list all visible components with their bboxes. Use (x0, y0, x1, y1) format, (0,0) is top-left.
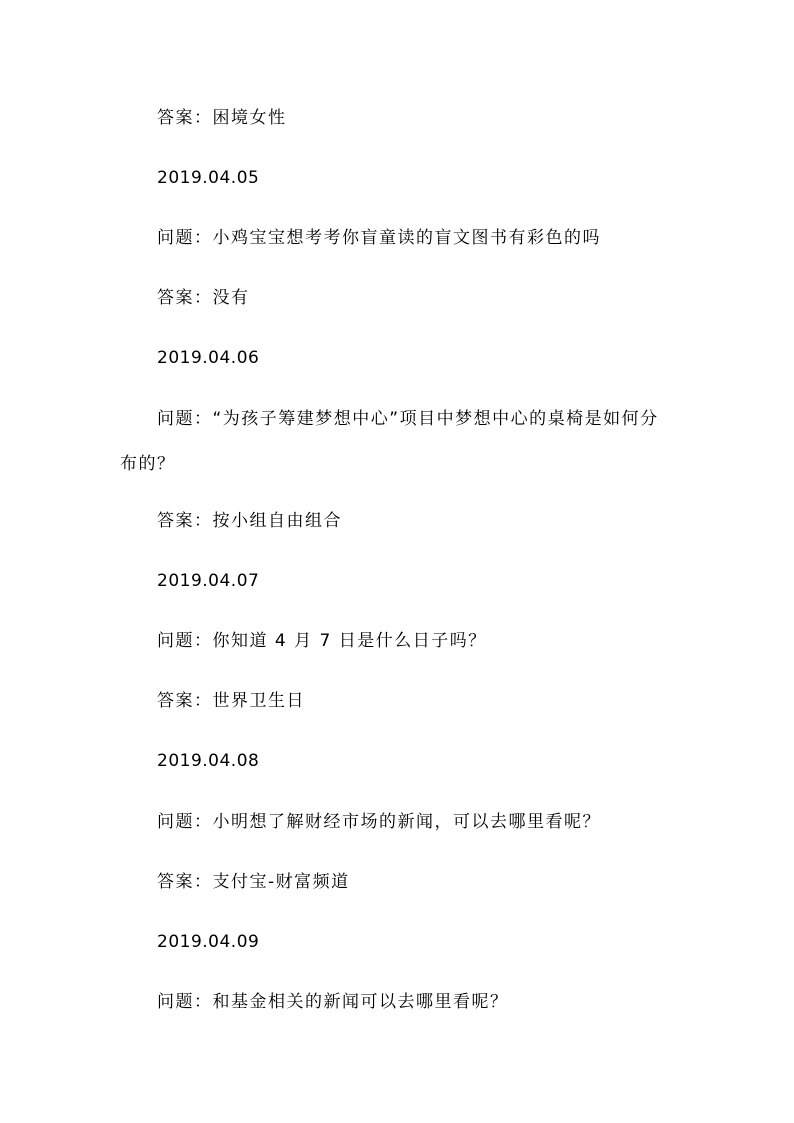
question-text: 问题：小鸡宝宝想考考你盲童读的盲文图书有彩色的吗 (157, 228, 601, 248)
question-text: 问题：和基金相关的新闻可以去哪里看呢？ (157, 992, 509, 1012)
question-text-continued: 布的？ (120, 454, 176, 474)
date-text: 2019.04.08 (157, 751, 260, 771)
answer-text: 答案：支付宝-财富频道 (157, 872, 350, 892)
answer-text: 答案：世界卫生日 (157, 691, 305, 711)
date-text: 2019.04.07 (157, 571, 260, 591)
question-text: 问题：“为孩子筹建梦想中心”项目中梦想中心的桌椅是如何分 (157, 409, 659, 429)
question-text: 问题：你知道 4 月 7 日是什么日子吗？ (157, 631, 487, 651)
answer-text: 答案：困境女性 (157, 108, 287, 128)
date-text: 2019.04.05 (157, 168, 260, 188)
answer-text: 答案：没有 (157, 288, 250, 308)
date-text: 2019.04.06 (157, 348, 260, 368)
date-text: 2019.04.09 (157, 932, 260, 952)
question-text: 问题：小明想了解财经市场的新闻，可以去哪里看呢？ (157, 812, 601, 832)
answer-text: 答案：按小组自由组合 (157, 511, 342, 531)
